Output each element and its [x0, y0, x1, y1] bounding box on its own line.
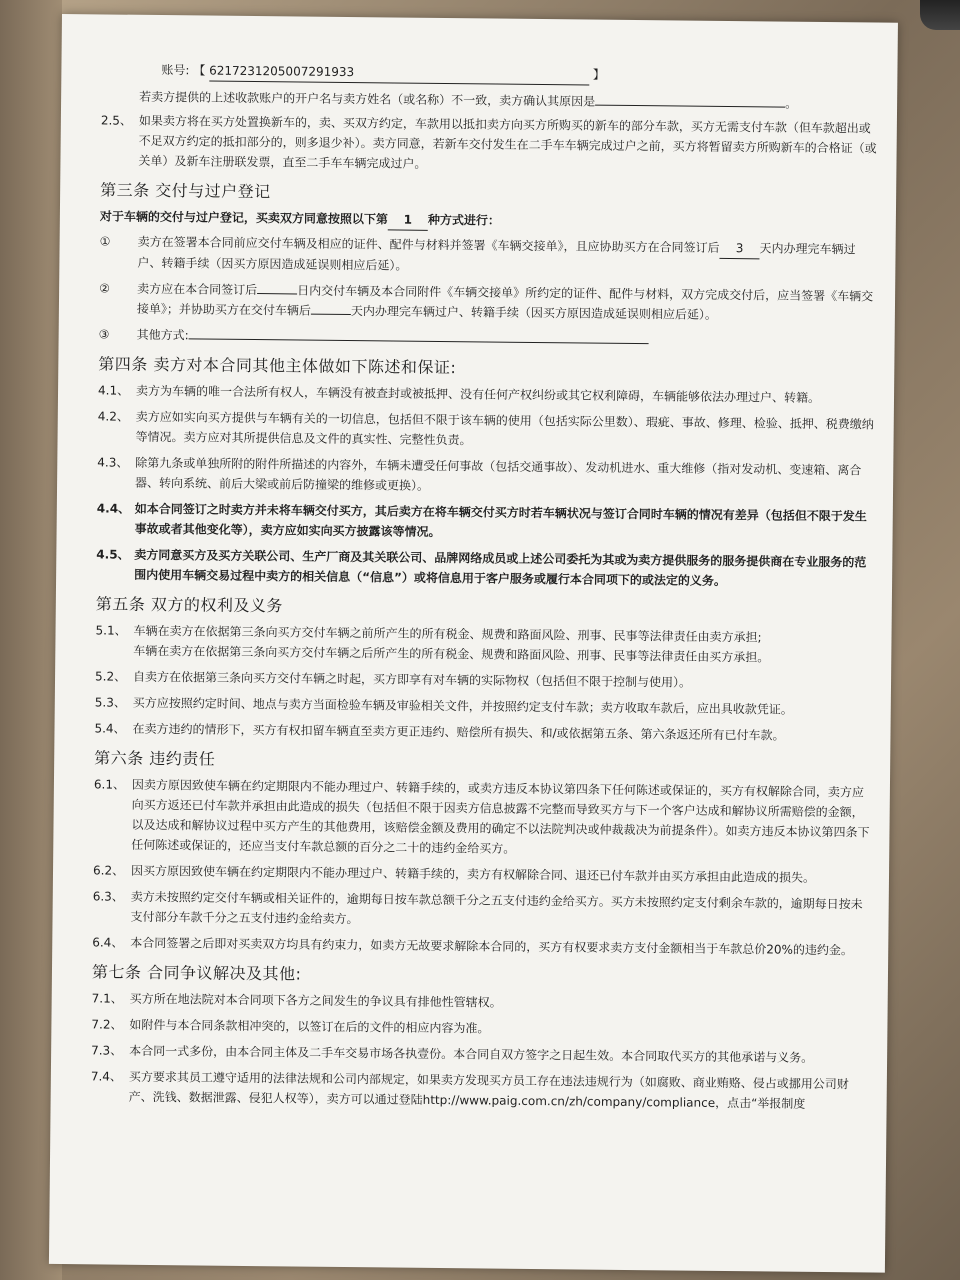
mismatch-text: 若卖方提供的上述收款账户的开户名与卖方姓名（或名称）不一致，卖方确认其原因是 — [139, 89, 596, 109]
option-2-mark: ② — [99, 281, 110, 296]
clause-number: 2.5、 — [100, 113, 133, 128]
clause-number: 5.1、 — [95, 623, 127, 638]
mismatch-line — [139, 87, 877, 115]
clause-7-3 — [91, 1040, 867, 1068]
clause-5-4 — [94, 718, 870, 746]
clause-number: 6.3、 — [92, 889, 124, 904]
clause-text: 买方应按照约定时间、地点与卖方当面检验车辆及审验相关文件，并按照约定支付车款；卖方收取车款后，应出具收款凭证。 — [132, 695, 793, 717]
option-2-text — [137, 279, 875, 327]
clause-number: 4.2、 — [97, 409, 129, 424]
clause-text: 本合同签署之后即对买卖双方均具有约束力，如卖方无故要求解除本合同的，买方有权要求卖方支付金额相当于车款总价20%的违约金。 — [130, 935, 853, 958]
clause-5-3 — [95, 692, 871, 720]
option-3-blank[interactable] — [189, 338, 649, 344]
method-number: 1 — [388, 209, 428, 230]
clause-number: 7.1、 — [91, 991, 123, 1006]
clause-number: 4.3、 — [97, 455, 129, 470]
clause-text: 自卖方在依据第三条向买方交付车辆之时起，买方即享有对车辆的实际物权（包括但不限于控制与使用）。 — [132, 669, 692, 690]
clause-number: 5.3、 — [94, 695, 126, 710]
clause-number: 4.4、 — [96, 501, 131, 516]
clause-number: 4.5、 — [96, 547, 130, 562]
clause-number: 6.1、 — [93, 777, 126, 792]
contract-page — [49, 14, 898, 1273]
clause-number: 6.4、 — [92, 935, 124, 950]
clause-6-3 — [92, 886, 868, 934]
clause-6-1 — [93, 774, 870, 862]
clause-7-4 — [91, 1066, 867, 1114]
clause-text: 除第九条或单独所附的附件所描述的内容外，车辆未遭受任何事故（包括交通事故）、发动机进水、重大维修（指对发动机、变速箱、离合器、转向系统、前后大梁或前后防撞梁的维修或更换）。 — [135, 455, 862, 493]
clause-text: 买方要求其员工遵守适用的法律法规和公司内部规定，如果卖方发现买方员工存在违法违规行为（如腐败、商业贿赂、侵占或挪用公司财产、洗钱、数据泄露、侵犯人权等），卖方可以通过登陆http://www.paig.com.cn/zh/company/compliance，点击“举报制度 — [128, 1069, 849, 1111]
option-3-label: 其他方式: — [136, 327, 189, 343]
clause-4-1 — [98, 380, 874, 408]
clause-number: 5.2、 — [94, 669, 127, 684]
section-5-title: 第五条 双方的权利及义务 — [95, 594, 284, 616]
option-2-text-a: 卖方应在本合同签订后 — [137, 281, 258, 298]
option-1-text — [137, 232, 875, 281]
section-3-title: 第三条 交付与过户登记 — [100, 180, 271, 202]
clause-text: 如本合同签订之时卖方并未将车辆交付买方，其后卖方在将车辆交付买方时若车辆状况与签订合同时车辆的情况有差异（包括但不限于发生事故或者其他变化等），卖方应如实向买方披露该等情况。 — [134, 501, 867, 539]
clause-text: 如附件与本合同条款相冲突的，以签订在后的文件的相应内容为准。 — [129, 1017, 490, 1036]
intro-text-a: 对于车辆的交付与过户登记，买卖双方同意按照以下第 — [99, 209, 388, 227]
pen-object — [920, 0, 960, 30]
clause-text: 卖方未按照约定交付车辆或相关证件的，逾期每日按车款总额千分之五支付违约金给买方。买方未按照约定支付剩余车款的，逾期每日按未支付部分车款千分之五支付违约金给卖方。 — [130, 889, 863, 927]
page-content — [90, 59, 877, 1120]
clause-number: 4.1、 — [97, 383, 130, 398]
option-2-blank-2[interactable] — [311, 314, 351, 315]
clause-number: 7.2、 — [91, 1017, 123, 1032]
clause-text: 本合同一式多份，由本合同主体及二手车交易市场各执壹份。本合同自双方签字之日起生效。本合同取代买方的其他承诺与义务。 — [129, 1043, 814, 1065]
mismatch-end: 。 — [785, 96, 798, 111]
clause-text: 在卖方违约的情形下，买方有权扣留车辆直至卖方更正违约、赔偿所有损失、和/或依据第五条、第六条返还所有已付车款。 — [132, 721, 785, 743]
clause-4-3 — [97, 452, 873, 500]
account-close: 】 — [592, 67, 606, 82]
clause-4-5 — [96, 544, 872, 592]
option-2-text-c: 天内办理完车辆过户、转籍手续（因买方原因造成延误则相应后延）。 — [350, 304, 717, 322]
account-value: 6217231205007291933 — [209, 61, 589, 86]
section-4-title: 第四条 卖方对本合同其他主体做如下陈述和保证: — [98, 354, 457, 378]
clause-4-2 — [97, 406, 873, 454]
clause-5-2 — [95, 666, 871, 694]
clause-text: 买方所在地法院对本合同项下各方之间发生的争议具有排他性管辖权。 — [129, 991, 502, 1010]
clause-number: 6.2、 — [92, 863, 125, 878]
section-6-title: 第六条 违约责任 — [94, 748, 216, 769]
option-1-text-b: 天内办理完车辆过户、转籍手续（因买方原因造成延误则相应后延）。 — [137, 241, 856, 273]
account-open: 【 — [193, 63, 206, 78]
option-2-blank-1[interactable] — [257, 293, 297, 294]
option-1 — [99, 231, 875, 280]
option-1-mark: ① — [99, 234, 111, 249]
intro-text-b: 种方式进行： — [427, 212, 500, 228]
clause-5-1 — [95, 620, 871, 668]
option-3 — [99, 324, 875, 352]
clause-number: 5.4、 — [94, 721, 126, 736]
option-1-days: 3 — [719, 238, 759, 259]
clause-2-5 — [100, 110, 877, 178]
clause-number: 7.4、 — [90, 1069, 123, 1084]
section-7-title: 第七条 合同争议解决及其他: — [91, 962, 302, 984]
option-2 — [99, 278, 875, 326]
clause-text: 因卖方原因致使车辆在约定期限内不能办理过户、转籍手续的，或卖方违反本协议第四条下任何陈述或保证的，买方有权解除合同，卖方应向买方返还已付车款并承担由此造成的损失（包括但不限于因卖方信息披露不完整而导致买方与下一个客户达成和解协议所需赔偿的金额，以及达成和解协议过程中买方产生的其他费用，该赔偿金额及费用的确定不以法院判决或仲裁裁决为前提条件）。如卖方违反本协议第四条下任何陈述或保证的，还应当支付车款总额的百分之二十的违约金给买方。 — [131, 777, 870, 856]
clause-7-2 — [91, 1014, 867, 1042]
mismatch-reason-blank[interactable] — [595, 105, 785, 108]
option-3-text — [137, 325, 875, 353]
clause-7-1 — [92, 988, 868, 1016]
section-3-intro — [100, 206, 876, 235]
clause-text: 车辆在卖方在依据第三条向买方交付车辆之前所产生的所有税金、规费和路面风险、刑事、民事等法律责任由卖方承担; 车辆在卖方在依据第三条向买方交付车辆之后所产生的所有税金、规费和路面风险、刑事、民事等法律责任由买方承担。 — [133, 623, 770, 665]
account-label: 账号: — [161, 63, 190, 78]
clause-6-2 — [93, 860, 869, 888]
clause-text: 卖方应如实向买方提供与车辆有关的一切信息，包括但不限于该车辆的使用（包括实际公里数）、瑕疵、事故、修理、检验、抵押、税费缴纳等情况。卖方应对其所提供信息及文件的真实性、完整性负责。 — [135, 409, 874, 448]
clause-number: 7.3、 — [91, 1043, 123, 1058]
account-line — [161, 60, 877, 88]
clause-6-4 — [92, 932, 868, 960]
clause-text: 如果卖方将在买方处置换新车的，卖、买双方约定，车款用以抵扣卖方向买方所购买的新车的部分车款，买方无需支付车款（但车款超出或不足双方约定的抵扣部分的，则多退少补）。卖方同意，若新车交付发生在二手车车辆完成过户之前，买方将暂留卖方所购新车的合格证（或关单）及新车注册联发票，直至二手车车辆完成过户。 — [138, 113, 877, 171]
clause-4-4 — [97, 498, 873, 546]
option-3-mark: ③ — [98, 327, 110, 342]
clause-text: 卖方同意买方及买方关联公司、生产厂商及其关联公司、品牌网络成员或上述公司委托为其或为卖方提供服务的服务提供商在专业服务的范围内使用车辆交易过程中卖方的相关信息（“信息”）或将信息用于客户服务或履行本合同项下的或法定的义务。 — [134, 547, 867, 588]
option-2-text-b: 日内交付车辆及本合同附件《车辆交接单》所约定的证件、配件与材料，双方完成交付后，应当签署《车辆交接单》；并协助买方在交付车辆后 — [136, 283, 874, 318]
clause-text: 卖方为车辆的唯一合法所有权人，车辆没有被查封或被抵押、没有任何产权纠纷或其它权利障碍，车辆能够依法办理过户、转籍。 — [135, 383, 821, 405]
clause-text: 因买方原因致使车辆在约定期限内不能办理过户、转籍手续的，卖方有权解除合同、退还已付车款并由买方承担由此造成的损失。 — [130, 863, 816, 885]
option-1-text-a: 卖方在签署本合同前应交付车辆及相应的证件、配件与材料并签署《车辆交接单》，且应协助买方在合同签订后 — [137, 234, 720, 255]
